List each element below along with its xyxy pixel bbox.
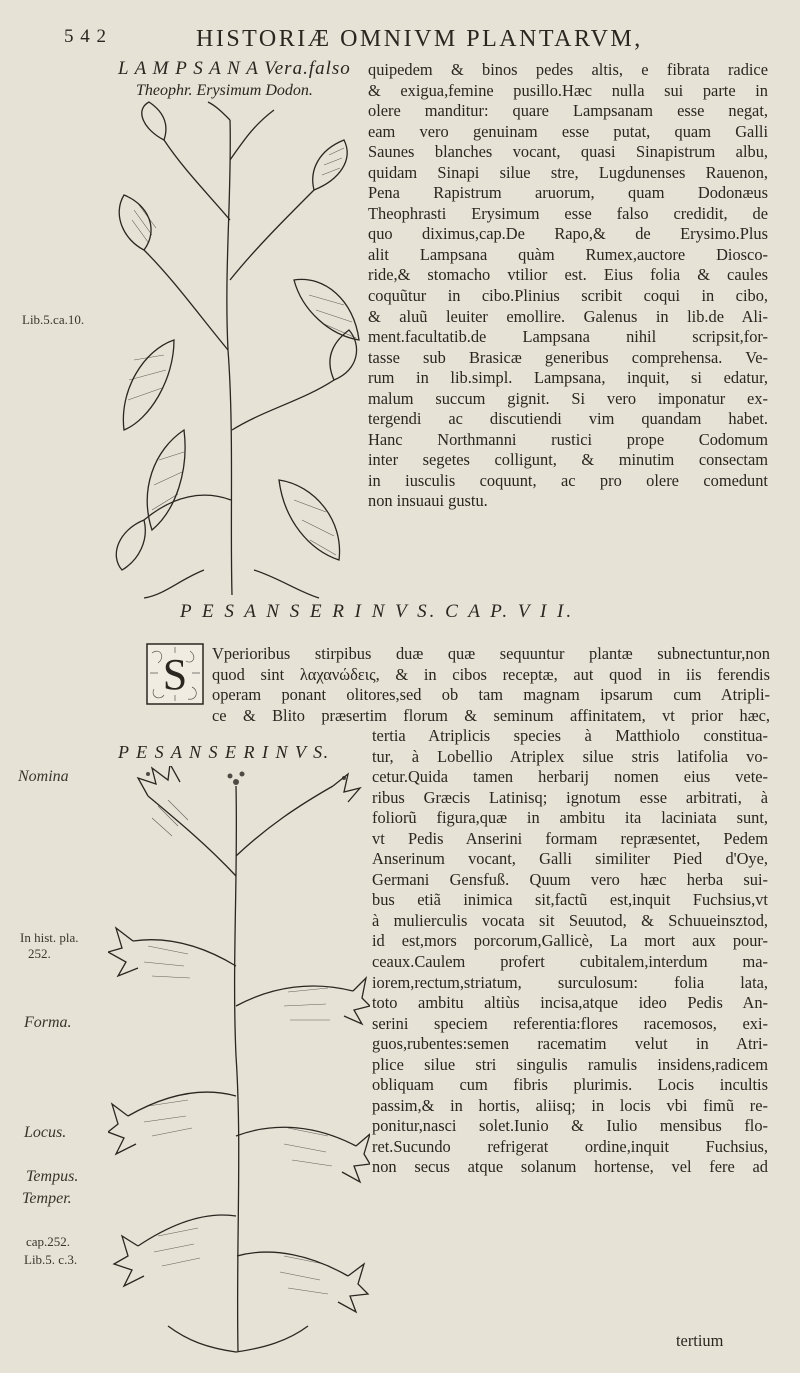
text-line: ceaux.Caulem profert cubitalem,interdum ma- [372,952,768,972]
margin-note-history-number: 252. [28,946,51,961]
woodcut-plant-pes-anserinus-icon [108,766,370,1356]
text-line: id est,mors porcorum,Gallicè, La mort aux pour- [372,931,768,951]
text-line: ment.facultatib.de Lampsana nihil scripsit,for- [368,327,768,347]
text-line: tur, à Lobellio Atriplex silue stris latifolia vo- [372,746,768,766]
text-line: Vperioribus stirpibus duæ quæ sequuntur plantæ subnectuntur,non [212,644,770,663]
text-line: non secus atque solanum hortense, vel fere ad [372,1157,768,1177]
text-line: & aluũ leuiter emollire. Galenus in lib.de Ali- [368,306,768,326]
text-line: tertia Atriplicis species à Matthiolo constitua- [372,726,768,745]
text-line: quo diximus,cap.De Rapo,& de Erysimo.Plus [368,224,768,244]
text-line: inter segetes colligunt, & minutim consectam [368,450,768,470]
text-line: ride,& stomacho vtilior est. Eius folia & caules [368,265,768,285]
text-line: Saunes blanches vocant, quasi Sinapistrum albu, [368,142,768,162]
text-line: serini speciem referentia:flores racemosos, exi- [372,1013,768,1033]
svg-text:S: S [162,650,188,699]
text-line: ribus Græcis Latinisq; ignotum esse arbitrati, à [372,787,768,807]
margin-note-tempus: Tempus. [26,1168,79,1185]
woodcut-plant-lampsana-icon [104,100,366,600]
text-line: Hanc Northmanni rustici prope Codomum [368,429,768,449]
text-line: obliquam cum fibris plurimis. Locis incultis [372,1075,768,1095]
text-line: coquũtur in cibo.Plinius scribit coqui in cibo, [368,286,768,306]
text-line: quidam Sinapi silue stre, Lugdunenses Rauenon, [368,162,768,182]
text-block-pes-anserinus-intro [212,644,770,726]
figure-subcaption-lampsana: Theophr. Erysimum Dodon. [136,82,313,99]
text-line: malum succum gignit. Si vero imponatur ex- [368,388,768,408]
text-block-pes-anserinus [372,726,768,1178]
margin-note-reference: Lib.5.ca.10. [22,312,85,327]
text-line: toto ambitu altiùs incisa,atque ideo Pedis An- [372,993,768,1013]
section-heading: P E S A N S E R I N V S. C A P. V I I. [180,601,575,622]
text-line: & exigua,femine pusillo.Hæc nulla sui parte in [368,80,768,100]
margin-note-cap: cap.252. [26,1234,71,1249]
decorated-initial-s-icon [146,643,204,705]
text-line: bus etiã inimica sit,factũ est,inquit Fuchsius,vt [372,890,768,910]
text-line: Anserinum vocant, Galli similiter Pied d'Oye, [372,849,768,869]
figure-caption-pes-anserinus: P E S A N S E R I N V S. [118,742,330,762]
catchword: tertium [676,1331,724,1350]
text-line: operam ponant olitores,sed ob tam magnam ipsarum cum Atripli- [212,685,770,705]
running-head: HISTORIÆ OMNIVM PLANTARVM, [196,26,643,52]
text-line: vt Pedis Anserini formam repræsentet, Pedem [372,828,768,848]
text-line: Germani Gensfuß. Quum vero hæc herba sui- [372,869,768,889]
text-line: quod sint λαχανώδεις, & in cibos receptæ, aut quod in iis ferendis [212,664,770,684]
figure-caption-lampsana: L A M P S A N A Vera.falso [118,58,351,79]
text-line: eam vero genuinam esse putat, quam Galli [368,121,768,141]
margin-note-temper: Temper. [22,1190,72,1207]
text-line: olere manditur: quare Lampsanam esse negat, [368,101,768,121]
text-line: ret.Sucundo refrigerat ordine,inquit Fuchsius, [372,1136,768,1156]
text-line: Theophrasti Erysimum esse falso credidit, de [368,203,768,223]
text-line: iorem,rectum,striatum, surculosum: folia lata, [372,972,768,992]
text-block-lampsana [368,60,768,512]
text-line: foliorũ figura,quæ in ambitu ita laciniata sunt, [372,808,768,828]
text-line: non insuaui gustu. [368,491,488,511]
text-line: tergendi ac discutiendi vim quandam habet. [368,409,768,429]
text-line: plice silue stri singulis ramulis insidens,radicem [372,1054,768,1074]
text-line: guos,rubentes:semen racematim velut in Atri- [372,1034,768,1054]
margin-note-history-title: In hist. pla. [20,930,79,945]
margin-note-reference: Lib.5. c.3. [24,1252,78,1267]
text-line: à mulierculis vocata sit Seuutod, & Schuueinsztod, [372,910,768,930]
page-number: 5 4 2 [64,26,107,47]
text-line: in iusculis coquunt, ac pro olere comedunt [368,470,768,490]
text-line: passim,& in hortis, aliisq; in locis vbi fimũ re- [372,1095,768,1115]
text-line: ce & Blito præsertim florum & seminum affinitatem, vt prior hæc, [212,705,770,725]
text-line: cetur.Quida tamen herbarij nomen eius vete- [372,767,768,787]
text-line: quipedem & binos pedes altis, e fibrata radice [368,60,768,79]
text-line: ponitur,nasci solet.Iunio & Iulio mensibus flo- [372,1116,768,1136]
margin-note-locus: Locus. [24,1124,67,1141]
text-line: Pena Rapistrum aruorum, quam Dodonæus [368,183,768,203]
text-line: rum in lib.simpl. Lampsana, inquit, si edatur, [368,368,768,388]
margin-note-forma: Forma. [24,1014,72,1031]
margin-note-nomina: Nomina [18,768,69,785]
text-line: alit Lampsana quàm Rumex,auctore Diosco- [368,244,768,264]
text-line: tasse sub Brasicæ generibus comprehensa. Ve- [368,347,768,367]
margin-note-history [20,930,79,962]
